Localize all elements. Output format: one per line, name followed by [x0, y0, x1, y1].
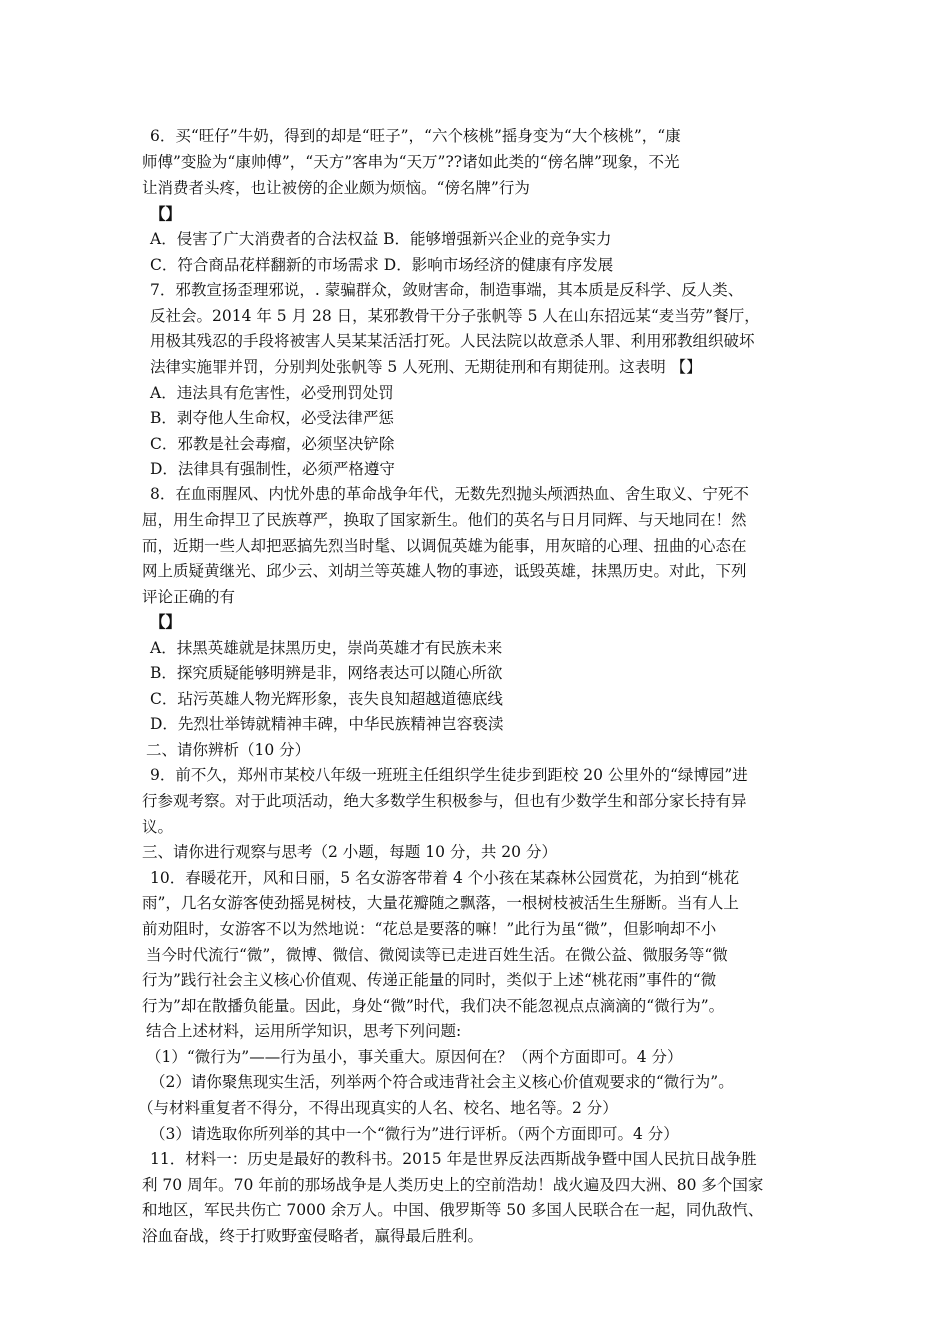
- q10-sub-question-1: （1）“微行为”——行为虽小，事关重大。原因何在？（两个方面即可。4 分）: [146, 1048, 683, 1066]
- q6-line-1: 6．买“旺仔”牛奶，得到的却是“旺子”，“六个核桃”摇身变为“大个核桃”，“康: [150, 127, 681, 145]
- section-3-title: 三、请你进行观察与思考（2 小题，每题 10 分，共 20 分）: [142, 843, 557, 861]
- q7-option-c: C．邪教是社会毒瘤，必须坚决铲除: [150, 435, 395, 453]
- q7-line-3: 用极其残忍的手段将被害人吴某某活活打死。人民法院以故意杀人罪、利用邪教组织破坏: [150, 332, 755, 350]
- q11-line-2: 利 70 周年。70 年前的那场战争是人类历史上的空前浩劫！战火遍及四大洲、80 多个国家: [142, 1176, 764, 1194]
- q10-line-6: 行为”却在散播负能量。因此，身处“微”时代，我们决不能忽视点点滴滴的“微行为”。: [142, 997, 725, 1015]
- q8-line-2: 屈，用生命捍卫了民族尊严，换取了国家新生。他们的英名与日月同辉、与天地同在！然: [142, 511, 747, 529]
- q8-line-1: 8．在血雨腥风、内忧外患的革命战争年代，无数先烈抛头颅洒热血、舍生取义、宁死不: [150, 485, 749, 503]
- q10-line-1: 10．春暖花开，风和日丽，5 名女游客带着 4 个小孩在某森林公园赏花，为拍到“桃花: [150, 869, 740, 887]
- q6-line-3: 让消费者头疼，也让被傍的企业颇为烦恼。“傍名牌”行为: [142, 179, 530, 197]
- q7-option-d: D．法律具有强制性，必须严格遵守: [150, 460, 395, 478]
- q6-options-cd: C．符合商品花样翻新的市场需求 D．影响市场经济的健康有序发展: [150, 256, 614, 274]
- q11-line-1: 11．材料一：历史是最好的教科书。2015 年是世界反法西斯战争暨中国人民抗日战争胜: [150, 1150, 757, 1168]
- section-2-title: 二、请你辨析（10 分）: [146, 741, 311, 759]
- q8-answer-bracket: 【】: [150, 612, 182, 631]
- q11-line-3: 和地区，军民共伤亡 7000 余万人。中国、俄罗斯等 50 多国人民联合在一起，同仇敌忾、: [142, 1201, 764, 1219]
- q11-line-4: 浴血奋战，终于打败野蛮侵略者，赢得最后胜利。: [142, 1227, 484, 1245]
- q7-option-b: B．剥夺他人生命权，必受法律严惩: [150, 409, 394, 427]
- q9-line-1: 9．前不久，郑州市某校八年级一班班主任组织学生徒步到距校 20 公里外的“绿博园”进: [150, 766, 748, 784]
- q10-line-2: 雨”，几名女游客使劲摇晃树枝，大量花瓣随之飘落，一根树枝被活生生掰断。当有人上: [142, 894, 739, 912]
- q9-line-2: 行参观考察。对于此项活动，绝大多数学生积极参与，但也有少数学生和部分家长持有异: [142, 792, 747, 810]
- q10-sub-question-2-note: （与材料重复者不得分，不得出现真实的人名、校名、地名等。2 分）: [138, 1099, 618, 1117]
- q6-answer-bracket: 【】: [150, 204, 182, 223]
- q9-line-3: 议。: [142, 818, 174, 836]
- q10-sub-question-3: （3）请选取你所列举的其中一个“微行为”进行评析。（两个方面即可。4 分）: [150, 1125, 679, 1143]
- q7-line-2: 反社会。2014 年 5 月 28 日，某邪教骨干分子张帆等 5 人在山东招远某“麦当劳”餐厅，: [150, 307, 760, 325]
- q6-line-2: 师傅”变脸为“康帅傅”，“天方”客串为“天万”??诸如此类的“傍名牌”现象，不光: [142, 153, 680, 171]
- q6-options-ab: A．侵害了广大消费者的合法权益 B．能够增强新兴企业的竞争实力: [150, 230, 612, 248]
- q7-option-a: A．违法具有危害性，必受刑罚处罚: [150, 384, 394, 402]
- q8-line-4: 网上质疑黄继光、邱少云、刘胡兰等英雄人物的事迹，诋毁英雄，抹黑历史。对此，下列: [142, 562, 747, 580]
- q8-line-3: 而，近期一些人却把恶搞先烈当时髦、以调侃英雄为能事，用灰暗的心理、扭曲的心态在: [142, 537, 747, 555]
- q10-line-5: 行为”践行社会主义核心价值观、传递正能量的同时，类似于上述“桃花雨”事件的“微: [142, 971, 717, 989]
- q10-sub-question-2: （2）请你聚焦现实生活，列举两个符合或违背社会主义核心价值观要求的“微行为”。: [150, 1073, 734, 1091]
- q8-option-a: A．抹黑英雄就是抹黑历史，崇尚英雄才有民族未来: [150, 639, 503, 657]
- q8-option-d: D．先烈壮举铸就精神丰碑，中华民族精神岂容亵渎: [150, 715, 504, 733]
- q7-line-1: 7．邪教宣扬歪理邪说，. 蒙骗群众，敛财害命，制造事端，其本质是反科学、反人类、: [150, 281, 744, 299]
- q7-line-4: 法律实施罪并罚，分别判处张帆等 5 人死刑、无期徒刑和有期徒刑。这表明 【】: [150, 358, 702, 376]
- q10-prompt: 结合上述材料，运用所学知识，思考下列问题:: [146, 1022, 462, 1040]
- q10-line-3: 前劝阻时，女游客不以为然地说：“花总是要落的嘛！”此行为虽“微”，但影响却不小: [142, 920, 717, 938]
- q8-option-b: B．探究质疑能够明辨是非，网络表达可以随心所欲: [150, 664, 503, 682]
- q8-option-c: C．玷污英雄人物光辉形象，丧失良知超越道德底线: [150, 690, 503, 708]
- q10-line-4: 当今时代流行“微”，微博、微信、微阅读等已走进百姓生活。在微公益、微服务等“微: [146, 946, 728, 964]
- q8-line-5: 评论正确的有: [142, 588, 236, 606]
